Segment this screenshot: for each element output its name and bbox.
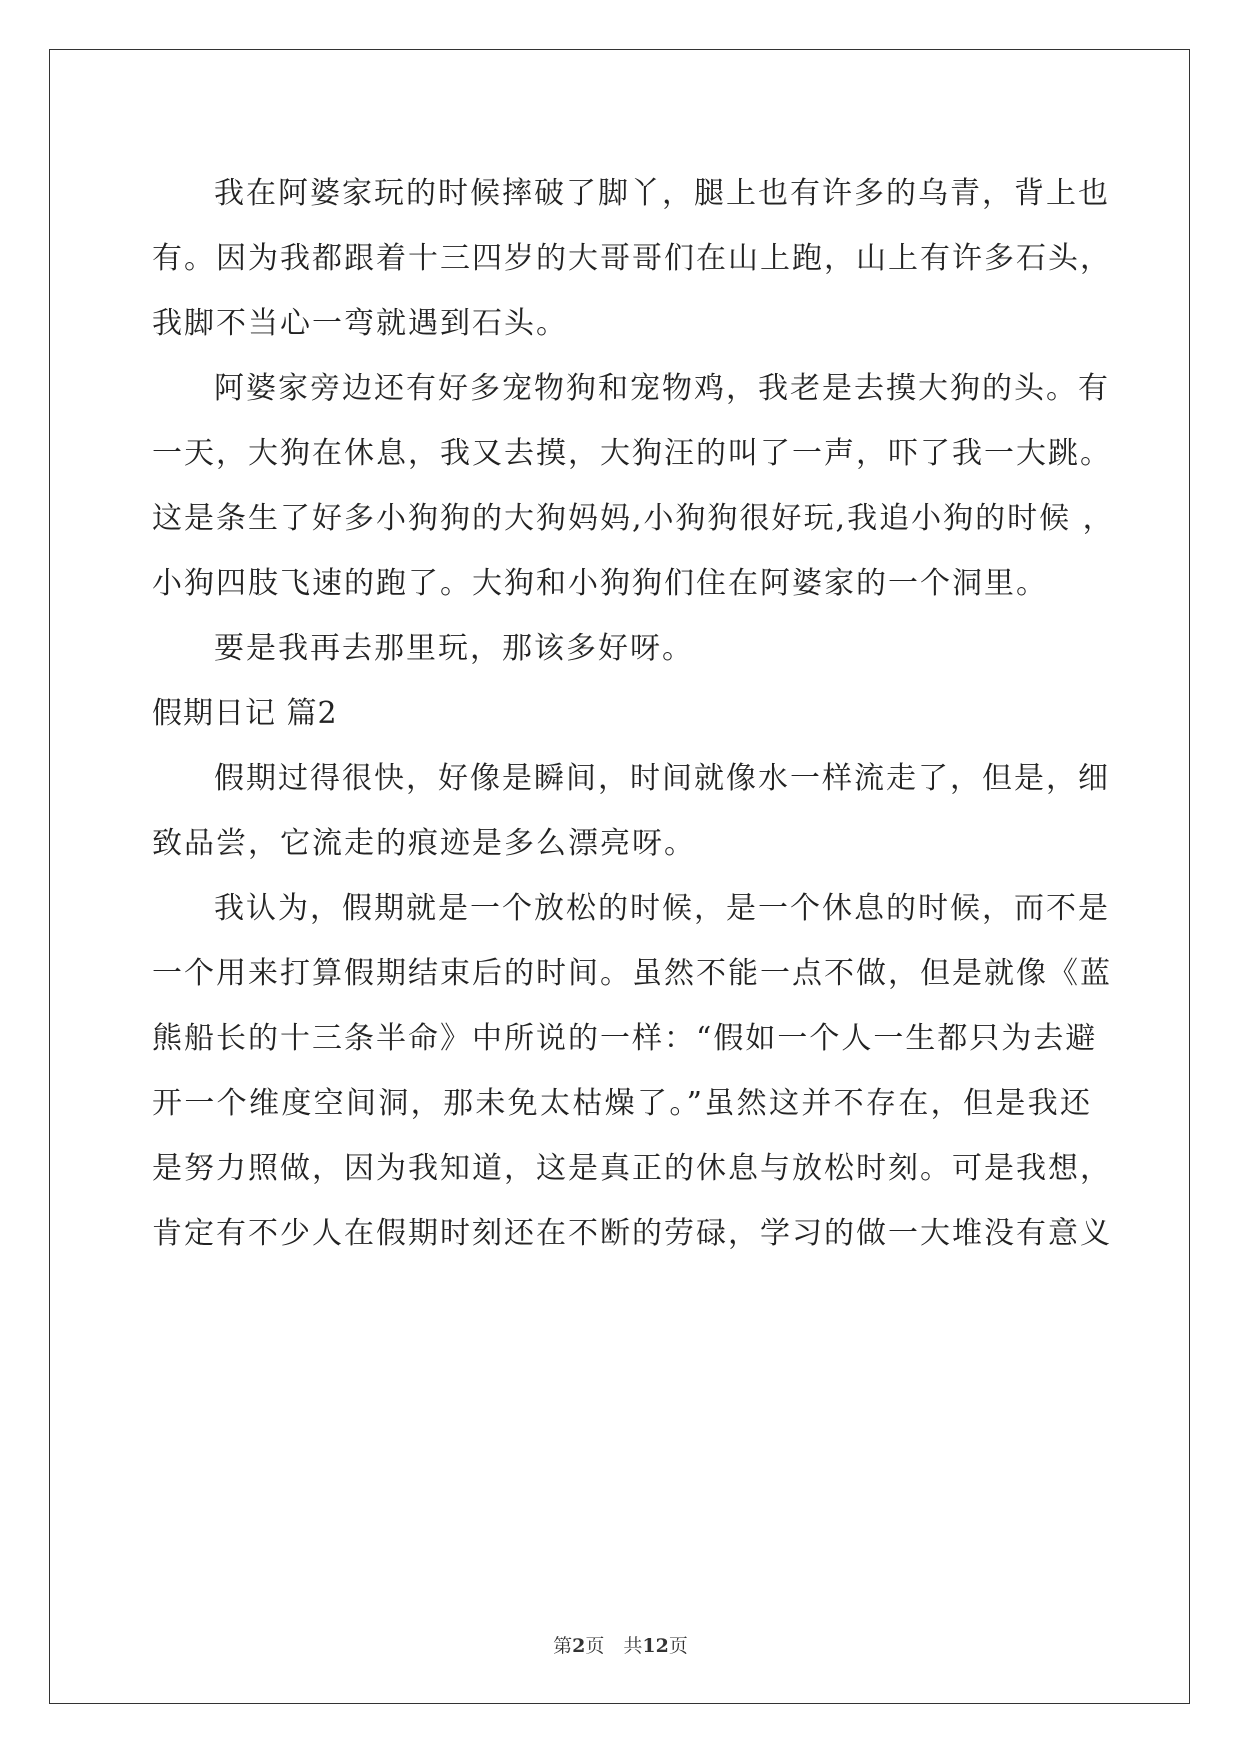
text-line: 我在阿婆家玩的时候摔破了脚丫，腿上也有许多的乌青，背上也	[214, 176, 1110, 211]
paragraph	[152, 361, 1115, 621]
text-line: 有。因为我都跟着十三四岁的大哥哥们在山上跑，山上有许多石头，	[152, 241, 1112, 276]
page-footer	[0, 1634, 1241, 1658]
text-line: 我认为，假期就是一个放松的时候，是一个休息的时候，而不是	[214, 891, 1110, 926]
paragraph	[152, 881, 1112, 1271]
text-line: 一个用来打算假期结束后的时间。虽然不能一点不做，但是就像《蓝	[152, 956, 1112, 991]
footer-mid: 页 共	[585, 1635, 643, 1657]
text-line: 要是我再去那里玩，那该多好呀。	[214, 631, 694, 666]
total-page-count: 12	[642, 1635, 669, 1657]
document-body	[152, 166, 1115, 1271]
paragraph	[152, 166, 1112, 361]
section-heading: 假期日记 篇2	[152, 696, 338, 731]
text-line: 熊船长的十三条半命》中所说的一样：“假如一个人一生都只为去避	[152, 1021, 1098, 1056]
text-line: 假期过得很快，好像是瞬间，时间就像水一样流走了，但是，细	[214, 761, 1110, 796]
text-line: 一天，大狗在休息，我又去摸，大狗汪的叫了一声，吓了我一大跳。	[152, 436, 1112, 471]
current-page-number: 2	[572, 1635, 586, 1657]
text-line: 我脚不当心一弯就遇到石头。	[152, 306, 568, 341]
paragraph	[152, 621, 1092, 686]
paragraph	[152, 751, 1110, 881]
text-line: 阿婆家旁边还有好多宠物狗和宠物鸡，我老是去摸大狗的头。有	[214, 371, 1110, 406]
text-line: 这是条生了好多小狗狗的大狗妈妈,小狗狗很好玩,我追小狗的时候 ，	[152, 501, 1115, 536]
footer-suffix: 页	[668, 1635, 688, 1657]
text-line: 是努力照做，因为我知道，这是真正的休息与放松时刻。可是我想，	[152, 1151, 1112, 1186]
footer-prefix: 第	[553, 1635, 573, 1657]
text-line: 肯定有不少人在假期时刻还在不断的劳碌，学习的做一大堆没有意义	[152, 1216, 1112, 1251]
text-line: 致品尝，它流走的痕迹是多么漂亮呀。	[152, 826, 696, 861]
text-line: 小狗四肢飞速的跑了。大狗和小狗狗们住在阿婆家的一个洞里。	[152, 566, 1048, 601]
text-line: 开一个维度空间洞，那未免太枯燥了。”虽然这并不存在，但是我还	[152, 1086, 1092, 1121]
